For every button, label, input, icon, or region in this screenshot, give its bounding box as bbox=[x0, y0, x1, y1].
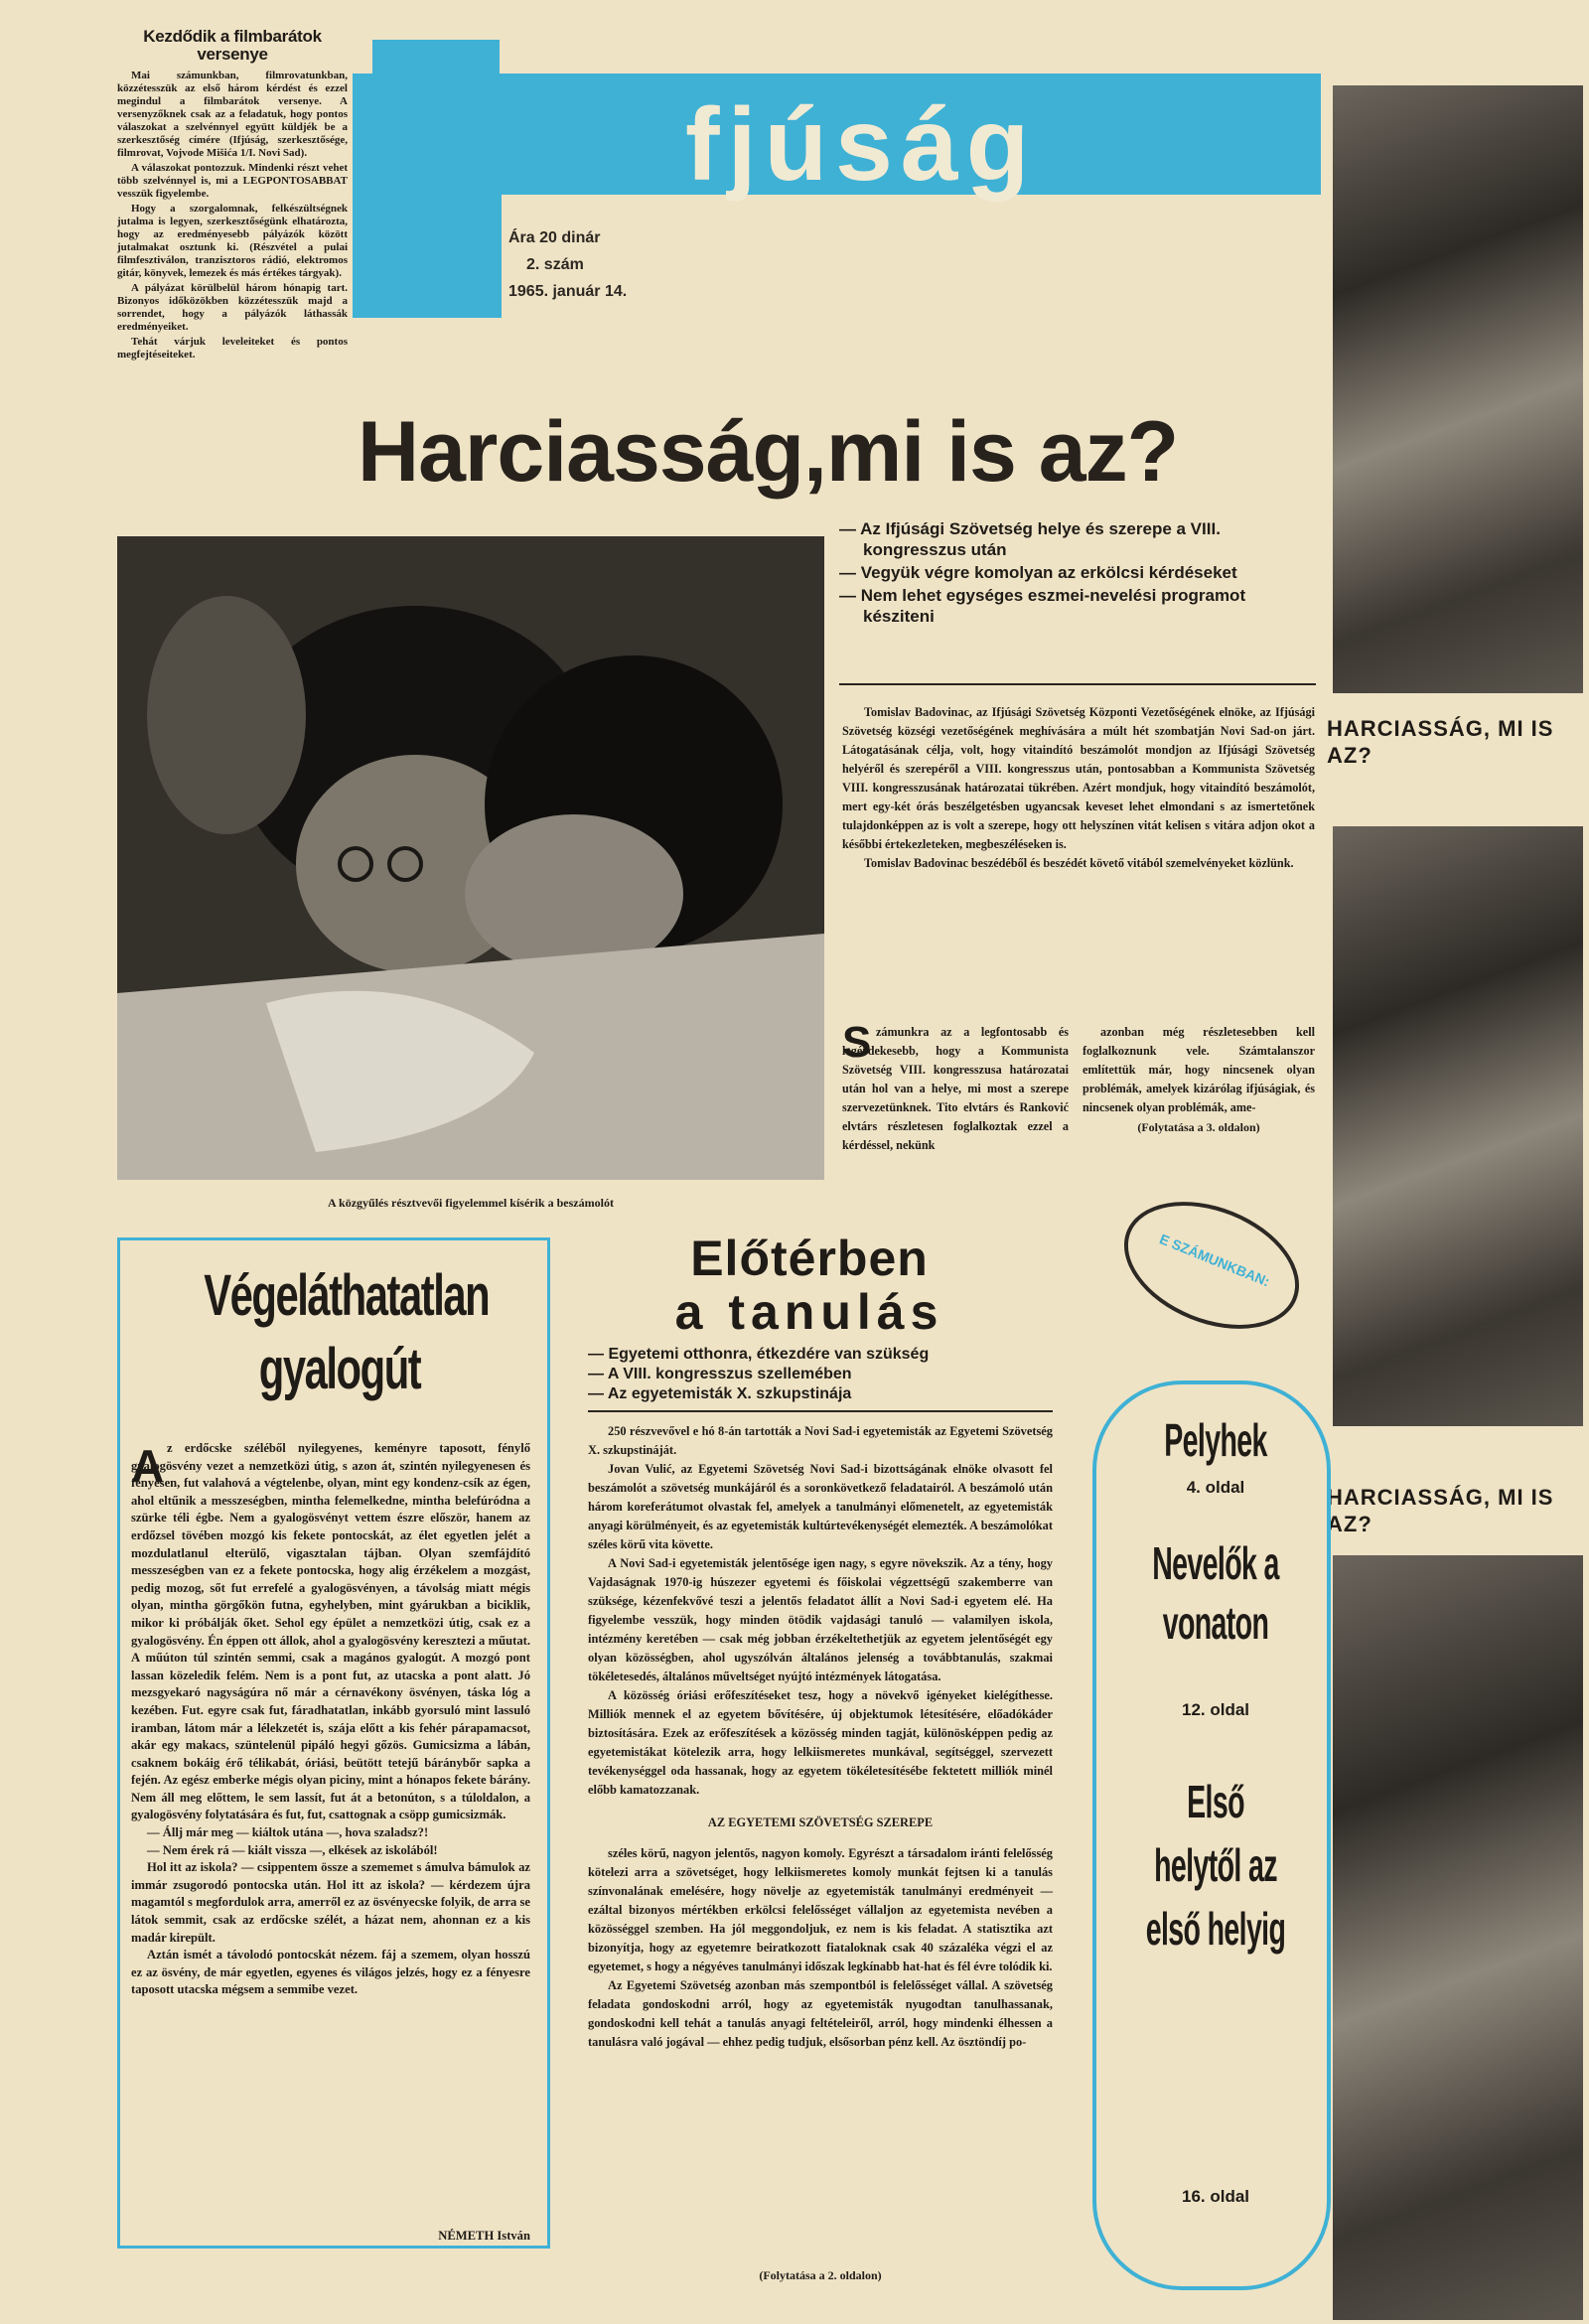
divider bbox=[588, 1410, 1053, 1412]
notice-paragraph: A válaszokat pontozzuk. Mindenki részt vehet több szelvénnyel is, mi a LEGPONTOSABBAT vesszük figyelembe. bbox=[117, 162, 348, 200]
lead-photo bbox=[117, 536, 824, 1180]
mid-story-subhead: — Egyetemi otthonra, étkezdére van szükség bbox=[588, 1346, 930, 1363]
boxed-story-title-line: Végeláthatatlan bbox=[204, 1263, 490, 1328]
boxed-story-title-line: gyalogút bbox=[258, 1337, 421, 1401]
issue-price: Ára 20 dinár bbox=[508, 229, 601, 246]
mid-story-title bbox=[576, 1232, 1043, 1339]
boxed-story-paragraph: — Nem érek rá — kiált vissza —, elkések az iskolából! bbox=[147, 1842, 438, 1857]
mid-story-section-title: AZ EGYETEMI SZÖVETSÉG SZEREPE bbox=[707, 1816, 934, 1829]
mid-story-title-line: a tanulás bbox=[674, 1284, 944, 1340]
boxed-story-paragraph: Hol itt az iskola? — csippentem össze a szememet s ámulva bámulok az immár zsugorodó pontocska után. Hol itt az iskola? — kérdezem újra magamtól s megfordulok arra, amerről ez az ösvényecske folyik, de arra se látok semmit, csak az erdőcske szélét, a házat nem, ahonnan ez a kis madár kirepült. bbox=[131, 1860, 530, 1945]
lead-headline: Harciasság,mi is az? bbox=[358, 404, 1179, 500]
issue-info bbox=[508, 224, 627, 305]
teaser-title: Első helytől az első helyig bbox=[1145, 1776, 1286, 1955]
lead-intro-paragraph: Tomislav Badovinac beszédéből és beszédét követő vitából szemelvényeket közlünk. bbox=[864, 856, 1294, 870]
mid-story-body bbox=[588, 1422, 1053, 2052]
photo-caption: A közgyűlés résztvevői figyelemmel kísérik a beszámolót bbox=[328, 1196, 614, 1210]
side-label: HARCIASSÁG, MI IS AZ? bbox=[1327, 1485, 1554, 1536]
masthead-letter-i bbox=[372, 40, 500, 73]
lead-column-text: azonban még részletesebben kell foglalkoznunk vele. Számtalanszor említettük már, hogy nincsenek olyan problémák, amelyek kizárólag ifjúságiak, és nincsenek olyan problémák, ame- bbox=[1083, 1025, 1315, 1114]
drop-cap: A bbox=[131, 1440, 165, 1492]
lead-subhead: — Vegyük végre komolyan az erkölcsi kérdéseket bbox=[839, 563, 1237, 582]
mid-story-paragraph: Jovan Vulić, az Egyetemi Szövetség Novi Sad-i bizottságának elnöke olvasott fel beszámolót a szövetség munkájáról és a soronkövetkező feladatairól. A beszámoló után három koreferátumot olvastak fel, amelyek a tanulmányi előmenetelt, az egyetemisták anyagi körülményeit, és az egyetemisták kultúrtevékenységét elemezték. A beszámolókat széles körű vita követte. bbox=[588, 1462, 1053, 1551]
lead-intro-paragraph: Tomislav Badovinac, az Ifjúsági Szövetség Központi Vezetőségének elnöke, az Ifjúsági Szövetség községi vezetőségének meghívására a múlt hét szombatján Novi Sad-on járt. Látogatásának célja, volt, hogy vitaindító beszámolót mondjon az Ifjúsági Szövetség helyéről és szerepéről a VIII. kongresszus után, pontosabban a Kommunista Szövetség VIII. kongresszusának határozatai tükrében. Azért mondjuk, hogy vitaindító beszámolót, mert egy-két órás beszélgetésben ugyancsak keveset lehet elmondani s az ismertetőnek tulajdonképpen az is volt a szerepe, hogy ott helyszínen vitát kelisen s vitára adjon okot a későbbi értekezleteken, megbeszéléseken is. bbox=[842, 705, 1315, 851]
stamp-text: E SZÁMUNKBAN: bbox=[1157, 1231, 1272, 1290]
lead-subhead: — Az Ifjúsági Szövetség helye és szerepe a VIII. kongresszus után bbox=[839, 519, 1221, 559]
issue-number: 2. szám bbox=[526, 256, 584, 273]
audience-photo bbox=[1333, 85, 1583, 693]
notice-paragraph: Mai számunkban, filmrovatunkban, közzétesszük az első három kérdést és ezzel megindul a filmbarátok versenye. A versenyzőknek csak az a feladatuk, hogy pontos válaszokat a szelvénnyel együtt küldjék be a szerkesztőség címére (Ifjúság, szerkesztősége, filmrovat, Vojvode Mišića 1/I. Novi Sad). bbox=[117, 70, 348, 159]
lead-subheads bbox=[839, 518, 1316, 629]
lead-column-text: zámunkra az a legfontosabb és legérdekesebb, hogy a Kommunista Szövetség VIII. kongresszusa határozatai után hol van a helye, mi most a szerepe szervezetünknek. Tito elvtárs és Ranković elvtárs részletesen foglalkoztak ezzel a kérdéssel, nekünk bbox=[842, 1025, 1069, 1152]
continued-note: (Folytatása a 3. oldalon) bbox=[1137, 1120, 1260, 1134]
drop-cap: S bbox=[842, 1018, 872, 1067]
mid-story-paragraph: A közösség óriási erőfeszítéseket tesz, hogy a növekvő igényeket kielégíthesse. Milliók mennek el az egyetem bővítésére, új objektumok létesítésére, előadókáder biztosítására. Ezek az erőfeszítések a közösség minden tagját, különösképpen pedig az egyetemistákat kötelezik arra, hogy lelkiismeretes munkával, segítséggel, szervezett tevékenységgel oda hassanak, hogy az egyetem tökéletesítésébe fektetett milliók minél előbb kamatozzanak. bbox=[588, 1688, 1053, 1797]
boxed-story-paragraph: z erdőcske széléből nyilegyenes, keményre taposott, fénylő gyalogösvény vezet a nemzetközi útig, s azon át, szintén nyilegyenesen és fényesen, fut valahová a végtelenbe, olyan, mint egy kondenz-csík az égen, ahol eltűnik a messzeségben, mintha felemelkedne, mintha belefúródna a szürke téli égbe. Nem a gyalogösvényt vettem észre először, hanem az erdőzsel tövében mozgó kis fekete pontocskát, az élet egyetlen jelét a mozdulatlanul elterülő, vigasztalan tájban. Olyan szemfájdító messzeségben van ez a fekete pontocska, hogy alig érzékelem a mozgást, pedig mozog, sőt fut errefelé a gyalogösvényen, a távolság miatt mégis olyan, mintha görgőkön futna, egyhelyben, mint gyárukban a biciklik, mikor ki próbálják őket. Sehol egy épület a nemzetközi útig, csak ez a gyalogösvény. Én éppen ott állok, ahol a gyalogösvény keresztezi a műutat. A műúton túl szintén semmi, csak a magános gyalogút. A mozgó pont lassan közeledik felém. Nem is a pont fut, az utacska a pont alatt. Jó mezsgyekaró nagyságúra nő már a cérnavékony ösvényen, táska lóg a kezében. Fut. egyre csak fut, fáradhatatlan, inkább gyorsuló mint lassuló iramban, látom már a lélekzetét is, szája előtt a kis fehér párapamacsot, akár egy makacs, szüntelenül pipáló hegyi gőzös. Gumicsizma a lábán, csaknem bokáig érő télikabát, óriási, beütött tetejű báránybőr sapka a fején. Az egész emberke mégis olyan piciny, mint a hónapos fekete bárány. Nem áll meg előttem, le sem lassít, fut át a betonúton, s a túloldalon, a gyalogösvény folytatására és fut, fut, csattognak a csöpp gumicsizmák. bbox=[131, 1441, 530, 1822]
masthead-letter-i-stem bbox=[353, 159, 502, 318]
mid-story-subhead: — Az egyetemisták X. szkupstinája bbox=[588, 1385, 852, 1402]
teaser-page: 12. oldal bbox=[1181, 1700, 1250, 1719]
mid-story-title-line: Előtérben bbox=[690, 1231, 929, 1286]
notice-paragraph: Hogy a szorgalomnak, felkészültségnek jutalma is legyen, szerkesztőségünk elhatározta, hogy az eredményesebb pályázók között jutalmakat osztunk ki. (Részvétel a pulai filmfesztiválon, tranzisztoros rádió, elektromos gitár, könyvek, lemezek és más értékes tárgyak). bbox=[117, 203, 348, 279]
mid-story-subhead: — A VIII. kongresszus szellemében bbox=[588, 1366, 852, 1382]
in-this-issue-stamp bbox=[1105, 1178, 1318, 1353]
mid-story-paragraph: széles körű, nagyon jelentős, nagyon komoly. Egyrészt a társadalom iránti felelősség kötelezi arra a szövetséget, hogy lelkiismeretes komoly munkát fejtsen ki a tanulás színvonalának emelésére, hogy növelje az egyetemisták tanulmányi eredményeit — ezáltal bizonyos mértékben erkölcsi felelősséget vállaljon az egyetemista nevében a közösséggel szemben. Ha jól meggondoljuk, ez nem is kis feladat. A statisztika azt bizonyítja, hogy az egyetemre beiratkozott fiataloknak csak 40 százaléka végzi el az egyetemet, s hogy a négyéves tanulmányi időszak legkínabb hat-hat és fél évre tolódik ki. bbox=[588, 1846, 1053, 1973]
mid-story-paragraph: A Novi Sad-i egyetemisták jelentősége igen nagy, s egyre növekszik. Az a tény, hogy Vajdaságnak 1970-ig húszezer egyetemi és főiskolai végzettségű szakemberre van szüksége, kézenfekvővé teszi a jelentős feladatot állít a Novi Sad-i egyetem elé. Ha figyelembe vesszük, hogy minden ötödik vajdasági tanuló — valamilyen iskola, intézmény keretében — csak még jobban érzékeltethetjük az egyetem jelentőségét egy olyan közösségben, ahol ugyszólván általános jelenség a továbbtanulás, szakmai tökéletesedés, általános műveltséget nyújtó intézmények látogatása. bbox=[588, 1556, 1053, 1683]
teaser-page: 16. oldal bbox=[1181, 2187, 1250, 2206]
audience-photo bbox=[1333, 826, 1583, 1426]
side-label: HARCIASSÁG, MI IS AZ? bbox=[1327, 716, 1554, 768]
boxed-story-paragraph: — Állj már meg — kiáltok utána —, hova szaladsz?! bbox=[147, 1825, 429, 1840]
issue-date: 1965. január 14. bbox=[508, 283, 628, 300]
teaser-page: 4. oldal bbox=[1186, 1478, 1245, 1497]
masthead-letter-i bbox=[372, 72, 500, 125]
lead-column-left bbox=[842, 1018, 1069, 1158]
notice-title: Kezdődik a filmbarátok versenye bbox=[143, 27, 322, 64]
boxed-story-title bbox=[204, 1259, 490, 1406]
notice-paragraph: A pályázat körülbelül három hónapig tart. Bizonyos időközökben közzétesszük majd a sorrendet, hogy a pályázók láthassák eredményeiket. bbox=[117, 282, 348, 333]
teaser-title: Nevelők a vonaton bbox=[1152, 1537, 1279, 1649]
continued-note: (Folytatása a 2. oldalon) bbox=[759, 2268, 882, 2282]
lead-column-right bbox=[1083, 1023, 1315, 1117]
boxed-story-paragraph: Aztán ismét a távolodó pontocskát nézem. fáj a szemem, olyan hosszú ez az ösvény, de már egyetlen, egyenes és világos jelzés, hogy ez a fényesre taposott utacska mégsem a semmibe vezet. bbox=[131, 1948, 530, 1997]
divider bbox=[839, 683, 1316, 685]
mid-story-paragraph: Az Egyetemi Szövetség azonban más szempontból is felelősséget vállal. A szövetség feladata gondoskodni arról, hogy az egyetemisták nyugodtan tanulhassanak, gondoskodni kell tehát a tanulás anyagi feltételeiről, arról, hogy mindenki élhessen a tanulásra való jogával — ehhez pedig tudjuk, elsősorban pénz kell. Az ösztöndíj po- bbox=[588, 1978, 1053, 2049]
teaser-title: Pelyhek bbox=[1164, 1414, 1267, 1466]
in-this-issue-box bbox=[1092, 1380, 1331, 2290]
mid-story-subheads bbox=[588, 1345, 1055, 1404]
masthead-title: fjúság bbox=[685, 87, 1038, 203]
notice-paragraph: Tehát várjuk leveleiteket és pontos megfejtéseiteket. bbox=[117, 336, 348, 361]
lead-subhead: — Nem lehet egységes eszmei-nevelési programot késziteni bbox=[839, 586, 1246, 626]
boxed-story-body bbox=[131, 1440, 530, 1999]
lead-intro bbox=[842, 703, 1315, 873]
mid-story-paragraph: 250 részvevővel e hó 8-án tartották a Novi Sad-i egyetemisták az Egyetemi Szövetség X. szkupstináját. bbox=[588, 1424, 1053, 1457]
audience-photo bbox=[1333, 1555, 1583, 2320]
notice-column bbox=[117, 28, 348, 363]
author: NÉMETH István bbox=[438, 2229, 530, 2243]
